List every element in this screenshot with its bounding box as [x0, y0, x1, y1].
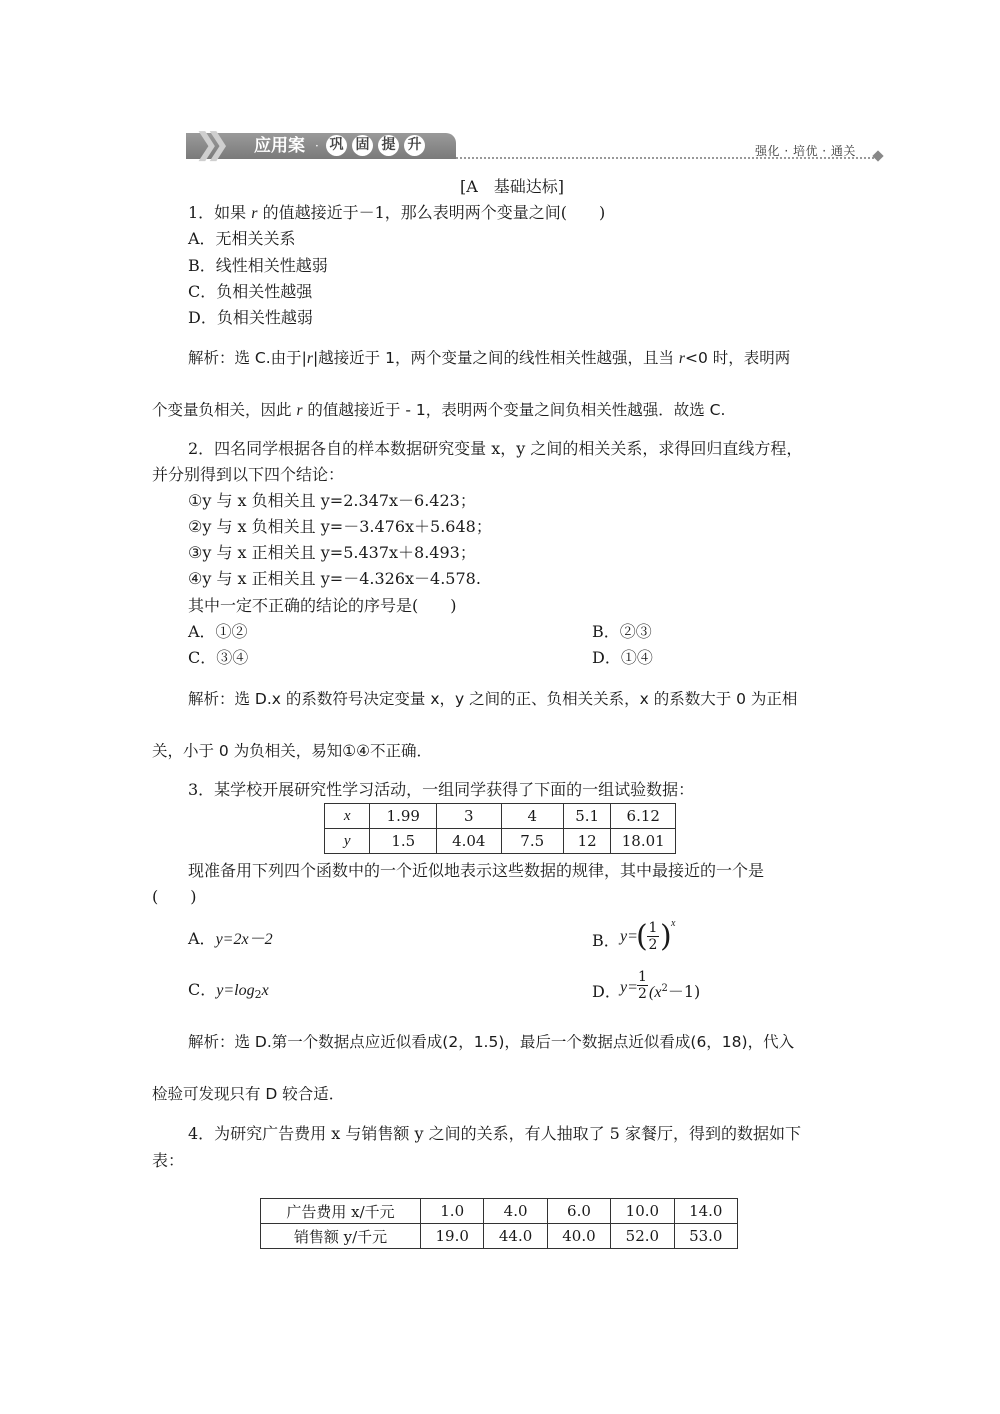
q3-option-a-label: A． [188, 929, 216, 948]
table-header-sales: 销售额 y/千元 [261, 1224, 421, 1249]
section-title: [A 基础达标] [460, 177, 565, 196]
q1-analysis-r: r [306, 350, 313, 367]
q1-analysis-2a: 个变量负相关，因此 [152, 401, 297, 419]
q1-analysis-2b: 的值越接近于 - 1，表明两个变量之间负相关性越强．故选 C. [302, 401, 726, 419]
diamond-icon [872, 150, 883, 161]
q4-stem-line2: 表： [152, 1151, 185, 1170]
q1-analysis-1a: 解析：选 C.由于| [188, 349, 307, 367]
q4-stem-line1: 4．为研究广告费用 x 与销售额 y 之间的关系，有人抽取了 5 家餐厅，得到的数据如下 [188, 1124, 801, 1143]
q2-stem-line2: 并分别得到以下四个结论： [152, 465, 345, 484]
q1-analysis-1b: |越接近于 1，两个变量之间的线性相关性越强，且当 [312, 349, 679, 367]
table-cell: 14.0 [674, 1199, 737, 1224]
double-chevron-right-icon: ❯❯ [194, 127, 217, 162]
q2-option-d: D．①④ [592, 648, 653, 667]
q1-option-a: A．无相关关系 [188, 229, 296, 248]
q1-stem-a: 1．如果 [188, 203, 252, 222]
header-tagline: 强化 · 培优 · 通关 [755, 144, 856, 158]
table-cell: 12 [563, 829, 611, 854]
banner-char-2: 固 [352, 135, 373, 156]
q3-question-line1: 现准备用下列四个函数中的一个近似地表示这些数据的规律，其中最接近的一个是 [188, 861, 765, 880]
q3-option-d-label: D． [592, 982, 621, 1001]
q3-option-c-expr-a: y=log [216, 982, 255, 999]
right-paren: ) [660, 919, 672, 954]
q3-option-d-rest-b: －1) [667, 982, 701, 1001]
q3-option-d-denominator: 2 [638, 986, 647, 1002]
q2-conclusion-2: ②y 与 x 负相关且 y=－3.476x＋5.648； [188, 517, 492, 536]
q1-analysis-line2 [152, 399, 725, 422]
table-cell: 19.0 [421, 1224, 484, 1249]
q3-stem: 3．某学校开展研究性学习活动，一组同学获得了下面的一组试验数据： [188, 780, 695, 799]
q2-option-a: A．①② [188, 622, 248, 641]
banner-title: 应用案 [254, 136, 305, 156]
q3-option-b-exponent: x [671, 918, 676, 929]
q3-option-b-label: B． [592, 931, 620, 950]
table-cell: 1.0 [421, 1199, 484, 1224]
table-cell: 6.12 [611, 804, 676, 829]
banner-char-3: 提 [378, 135, 399, 156]
q1-stem-r: r [251, 205, 258, 222]
q3-option-c-label: C． [188, 980, 217, 999]
q3-analysis-line1: 解析：选 D.第一个数据点应近似看成(2，1.5)，最后一个数据点近似看成(6，18)，代入 [188, 1033, 795, 1051]
table-cell: 7.5 [501, 829, 563, 854]
q1-option-c: C．负相关性越强 [188, 282, 313, 301]
q1-option-d: D．负相关性越弱 [188, 308, 313, 327]
q3-option-a [188, 928, 273, 951]
table-row [325, 804, 676, 829]
table-cell: 6.0 [547, 1199, 610, 1224]
q3-option-d-rest-a: (x [649, 984, 662, 1001]
q1-option-b: B．线性相关性越弱 [188, 256, 328, 275]
q1-analysis-1c: <0 时，表明两 [684, 349, 791, 367]
q2-conclusion-4: ④y 与 x 正相关且 y=－4.326x－4.578. [188, 569, 481, 588]
q2-option-c: C．③④ [188, 648, 249, 667]
table-cell: 52.0 [611, 1224, 674, 1249]
table-row [261, 1224, 738, 1249]
q3-option-c [188, 979, 269, 1006]
table-cell: 53.0 [674, 1224, 737, 1249]
table-cell: 1.99 [370, 804, 437, 829]
banner-dot: · [315, 139, 319, 153]
q2-analysis-line1: 解析：选 D.x 的系数符号决定变量 x，y 之间的正、负相关关系，x 的系数大于 0 为正相 [188, 690, 798, 708]
q1-analysis-2r: r [296, 402, 303, 419]
q3-analysis-line2: 检验可发现只有 D 较合适． [152, 1085, 345, 1103]
q3-option-b-numerator: 1 [648, 920, 658, 936]
q3-question-line2: ( ) [152, 887, 197, 906]
table-cell: 3 [437, 804, 501, 829]
q3-option-d-superscript: 2 [661, 983, 668, 994]
table-cell: 4.0 [484, 1199, 547, 1224]
q3-option-c-subscript: 2 [254, 988, 262, 1001]
table-header-y: y [325, 829, 370, 854]
q1-stem-b: 的值越接近于－1，那么表明两个变量之间( ) [257, 203, 606, 222]
q3-option-c-expr-b: x [261, 982, 269, 999]
q1-stem [188, 202, 605, 225]
header-banner [186, 127, 456, 162]
table-cell: 18.01 [611, 829, 676, 854]
table-header-x: x [325, 804, 370, 829]
q2-stem-line1: 2．四名同学根据各自的样本数据研究变量 x，y 之间的相关关系，求得回归直线方程， [188, 439, 803, 458]
table-row [325, 829, 676, 854]
table-cell: 10.0 [611, 1199, 674, 1224]
q4-data-table [260, 1198, 738, 1249]
banner-char-1: 巩 [326, 135, 347, 156]
table-cell: 4 [501, 804, 563, 829]
q3-data-table [324, 803, 676, 854]
banner-char-4: 升 [404, 135, 425, 156]
q3-option-a-expr: y=2x－2 [215, 931, 273, 948]
q3-option-b-lhs: y= [620, 928, 638, 945]
q2-conclusion-1: ①y 与 x 负相关且 y=2.347x－6.423； [188, 491, 476, 510]
table-header-ad-cost: 广告费用 x/千元 [261, 1199, 421, 1224]
table-cell: 40.0 [547, 1224, 610, 1249]
q3-option-d-numerator: 1 [638, 969, 647, 985]
q3-option-b-denominator: 2 [648, 937, 658, 953]
table-cell: 44.0 [484, 1224, 547, 1249]
q1-analysis-r2: r [678, 350, 685, 367]
q2-option-b: B．②③ [592, 622, 652, 641]
left-paren: ( [636, 919, 648, 954]
q2-question: 其中一定不正确的结论的序号是( ) [188, 596, 457, 615]
q3-option-d-lhs: y= [620, 979, 638, 996]
table-cell: 5.1 [563, 804, 611, 829]
table-cell: 4.04 [437, 829, 501, 854]
q2-analysis-line2: 关，小于 0 为负相关，易知①④不正确． [152, 742, 433, 760]
q1-analysis-line1 [188, 347, 790, 370]
table-cell: 1.5 [370, 829, 437, 854]
table-row [261, 1199, 738, 1224]
q2-conclusion-3: ③y 与 x 正相关且 y=5.437x＋8.493； [188, 543, 476, 562]
